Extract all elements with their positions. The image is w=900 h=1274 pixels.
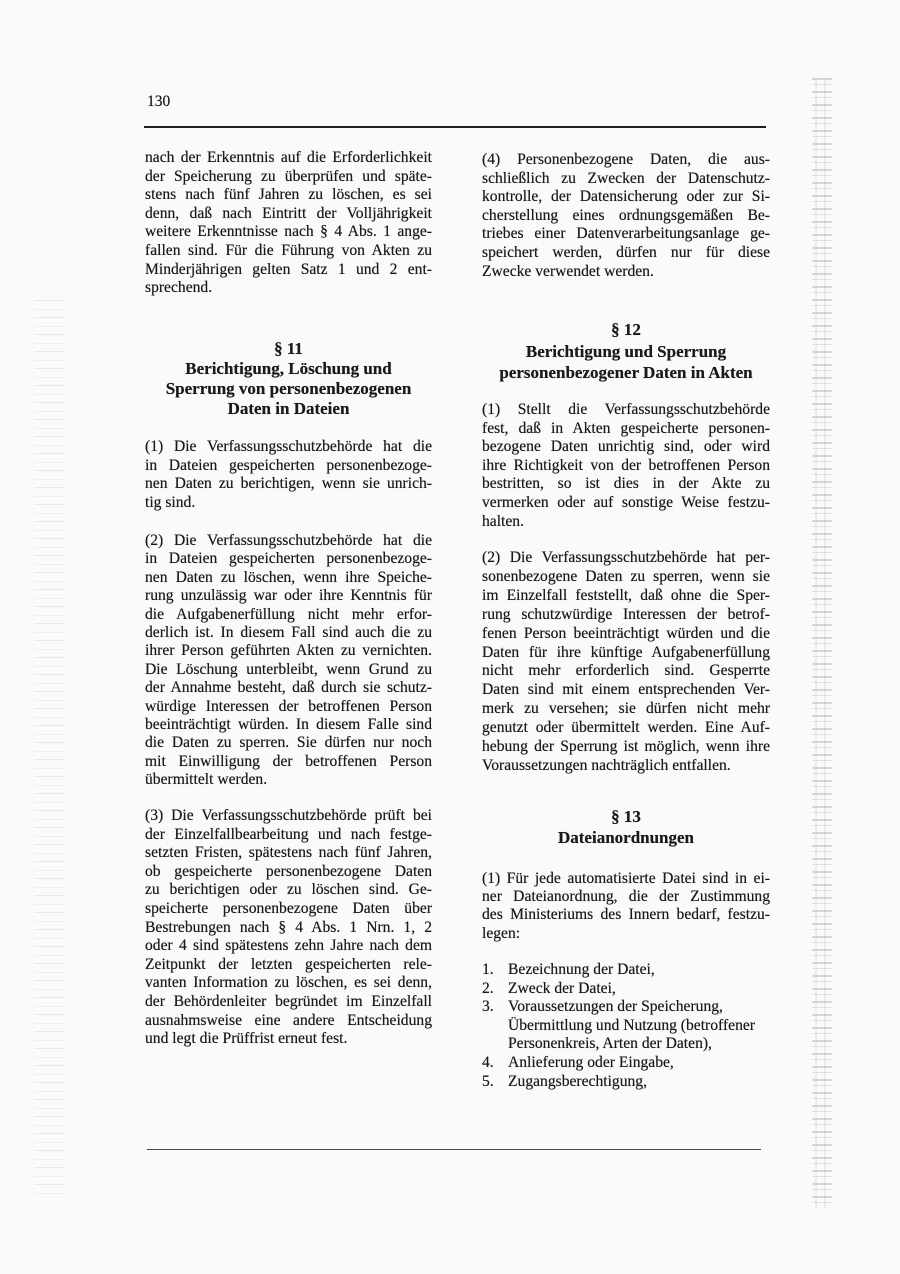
text-line: sprechend.	[145, 279, 213, 297]
text-line: in Dateien gespeicherten personenbezoge-	[145, 550, 432, 568]
text-line: hebung der Sperrung ist möglich, wenn ihre	[482, 738, 770, 756]
text-line: weitere Erkenntnisse nach § 4 Abs. 1 ange-	[145, 223, 432, 241]
text-line: zu berichtigen oder zu löschen sind. Ge-	[145, 881, 432, 899]
text-line: Zwecke verwendet werden.	[482, 262, 654, 280]
list-item	[482, 961, 770, 980]
list-item	[482, 1073, 770, 1092]
text-line: nen Daten zu berichtigen, wenn sie unrich-	[145, 475, 432, 493]
scan-edge-noise-left	[34, 300, 64, 1200]
text-line: sonenbezogene Daten zu sperren, wenn sie	[482, 567, 770, 585]
text-line: in Dateien gespeicherten personenbezoge-	[145, 456, 432, 474]
text-line: Bestrebungen nach § 4 Abs. 1 Nrn. 1, 2	[145, 918, 432, 936]
text-line: Zeitpunkt der letzten gespeicherten rele-	[145, 955, 432, 973]
text-line: (1) Für jede automatisierte Datei sind in ei-	[482, 870, 770, 887]
text-line: speichert werden, dürfen nur für diese	[482, 243, 770, 261]
text-line: nen Daten zu löschen, wenn ihre Speiche-	[145, 568, 432, 586]
text-line: nach der Erkenntnis auf die Erforderlichkeit	[145, 149, 432, 166]
text-line: setzten Fristen, spätestens nach fünf Jahren,	[145, 844, 432, 862]
text-line: ihrer Person geführten Akten zu vernichten.	[145, 642, 432, 660]
text-line: legen:	[482, 924, 521, 942]
section-number: § 11	[274, 339, 303, 358]
text-line: stens nach fünf Jahren zu löschen, es sei	[145, 186, 432, 204]
text-line: nicht mehr erforderlich sind. Gesperrte	[482, 662, 770, 680]
text-line: speicherte personenbezogene Daten über	[145, 899, 432, 917]
text-line: vermerken oder auf sonstige Weise festzu-	[482, 493, 770, 511]
text-line: der Einzelfallbearbeitung und nach festge-	[145, 825, 432, 843]
list-item-text: Bezeichnung der Datei,	[508, 961, 655, 978]
text-line: Daten für ihre künftige Aufgabenerfüllung	[482, 643, 770, 661]
text-line: (2) Die Verfassungsschutzbehörde hat die	[145, 532, 432, 549]
text-line: Voraussetzungen nachträglich entfallen.	[482, 756, 731, 774]
text-line: fallen sind. Für die Führung von Akten zu	[145, 241, 432, 259]
text-line: tig sind.	[145, 493, 196, 511]
list-item-number: 2.	[482, 979, 494, 997]
text-line: merk zu versehen; sie dürfen nicht mehr	[482, 700, 770, 718]
list-item-number: 1.	[482, 961, 494, 978]
text-line: (3) Die Verfassungsschutzbehörde prüft bei	[145, 807, 432, 824]
section-12-heading	[482, 319, 770, 384]
text-line: triebes einer Datenverarbeitungsanlage ge-	[482, 225, 770, 243]
text-line: bestritten, so ist dies in der Akte zu	[482, 475, 770, 493]
file-order-list	[482, 961, 770, 1091]
section-title-line: Berichtigung, Löschung und	[185, 359, 392, 378]
section-title-line: personenbezogener Daten in Akten	[499, 363, 753, 382]
text-line: rung schutzwürdige Interessen der betrof-	[482, 605, 770, 623]
text-line: fest, daß in Akten gespeicherte personen-	[482, 419, 770, 437]
text-line: ihre Richtigkeit von der betroffenen Person	[482, 456, 770, 474]
text-line: die Aufgabenerfüllung nicht mehr erfor-	[145, 605, 432, 623]
section-number: § 13	[611, 807, 641, 826]
text-line: ner Dateianordnung, die der Zustimmung	[482, 888, 770, 906]
section-11-paragraph-4	[482, 151, 770, 281]
text-line: cherstellung eines ordnungsgemäßen Be-	[482, 206, 770, 224]
text-line: übermittelt werden.	[145, 771, 268, 789]
text-line: (2) Die Verfassungsschutzbehörde hat per-	[482, 549, 770, 566]
list-item	[482, 980, 770, 999]
scan-edge-noise-right	[812, 78, 832, 1208]
text-line: kontrolle, der Datensicherung oder zur Si-	[482, 188, 770, 206]
text-line: Daten sind mit einem entsprechenden Ver-	[482, 681, 770, 699]
text-line: derlich ist. In diesem Fall sind auch die zu	[145, 624, 432, 642]
list-item-number: 3.	[482, 998, 494, 1016]
list-item-text: Anlieferung oder Eingabe,	[508, 1053, 674, 1071]
section-title-line: Sperrung von personenbezogenen	[165, 379, 412, 398]
text-line: ob gespeicherte personenbezogene Daten	[145, 862, 432, 880]
section-11-paragraph-2	[145, 532, 432, 790]
section-11-heading	[145, 339, 432, 419]
text-line: im Einzelfall feststellt, daß ohne die Sper-	[482, 586, 770, 604]
list-item	[482, 998, 770, 1054]
text-line: denn, daß nach Eintritt der Volljährigkeit	[145, 204, 432, 222]
text-line: vanten Information zu löschen, es sei denn,	[145, 974, 432, 992]
list-item-text: Personenkreis, Arten der Daten),	[508, 1035, 712, 1053]
header-rule	[144, 126, 766, 128]
list-item-number: 5.	[482, 1072, 494, 1090]
continuation-paragraph	[145, 149, 432, 298]
text-line: rung unzulässig war oder ihre Kenntnis für	[145, 587, 432, 605]
text-line: beeinträchtigt würden. In diesem Falle sind	[145, 716, 432, 734]
footer-rule	[147, 1149, 761, 1150]
section-12-paragraph-1	[482, 401, 770, 531]
text-line: des Ministeriums des Innern bedarf, festzu-	[482, 906, 770, 924]
text-line: oder 4 sind spätestens zehn Jahre nach dem	[145, 937, 432, 955]
section-13-heading	[482, 806, 770, 848]
text-line: genutzt oder übermittelt werden. Eine Auf-	[482, 719, 770, 737]
section-12-paragraph-2	[482, 549, 770, 776]
list-item-text: Zweck der Datei,	[508, 979, 616, 997]
text-line: mit Einwilligung der betroffenen Person	[145, 752, 432, 770]
text-line: (1) Stellt die Verfassungsschutzbehörde	[482, 401, 770, 418]
text-line: der Annahme besteht, daß durch sie schutz-	[145, 679, 432, 697]
text-line: Minderjährigen gelten Satz 1 und 2 ent-	[145, 260, 432, 278]
text-line: würdige Interessen der betroffenen Person	[145, 697, 432, 715]
list-item-number: 4.	[482, 1053, 494, 1071]
page-number: 130	[147, 93, 171, 110]
section-13-paragraph-1	[482, 870, 770, 943]
text-line: bezogene Daten unrichtig sind, oder wird	[482, 438, 770, 456]
list-item	[482, 1054, 770, 1073]
text-line: (1) Die Verfassungsschutzbehörde hat die	[145, 438, 432, 455]
list-item-text: Voraussetzungen der Speicherung,	[508, 998, 723, 1016]
text-line: Die Löschung unterbleibt, wenn Grund zu	[145, 660, 432, 678]
text-line: der Behördenleiter begründet im Einzelfall	[145, 992, 432, 1010]
section-title-line: Dateianordnungen	[557, 828, 695, 847]
text-line: schließlich zu Zwecken der Datenschutz-	[482, 169, 770, 187]
section-title-line: Berichtigung und Sperrung	[525, 341, 727, 361]
text-line: und legt die Prüffrist erneut fest.	[145, 1030, 348, 1048]
list-item-text: Übermittlung und Nutzung (betroffener	[508, 1016, 755, 1034]
section-11-paragraph-1	[145, 438, 432, 512]
text-line: (4) Personenbezogene Daten, die aus-	[482, 151, 770, 168]
text-line: halten.	[482, 512, 524, 530]
text-line: der Speicherung zu überprüfen und späte-	[145, 167, 432, 185]
section-11-paragraph-3	[145, 807, 432, 1049]
list-item-text: Zugangsberechtigung,	[508, 1072, 648, 1090]
text-line: die Daten zu sperren. Sie dürfen nur noch	[145, 734, 432, 752]
text-line: ausnahmsweise eine andere Entscheidung	[145, 1011, 432, 1029]
section-number: § 12	[611, 320, 641, 339]
text-line: fenen Person beeinträchtigt würden und die	[482, 624, 770, 642]
section-title-line: Daten in Dateien	[227, 399, 350, 418]
